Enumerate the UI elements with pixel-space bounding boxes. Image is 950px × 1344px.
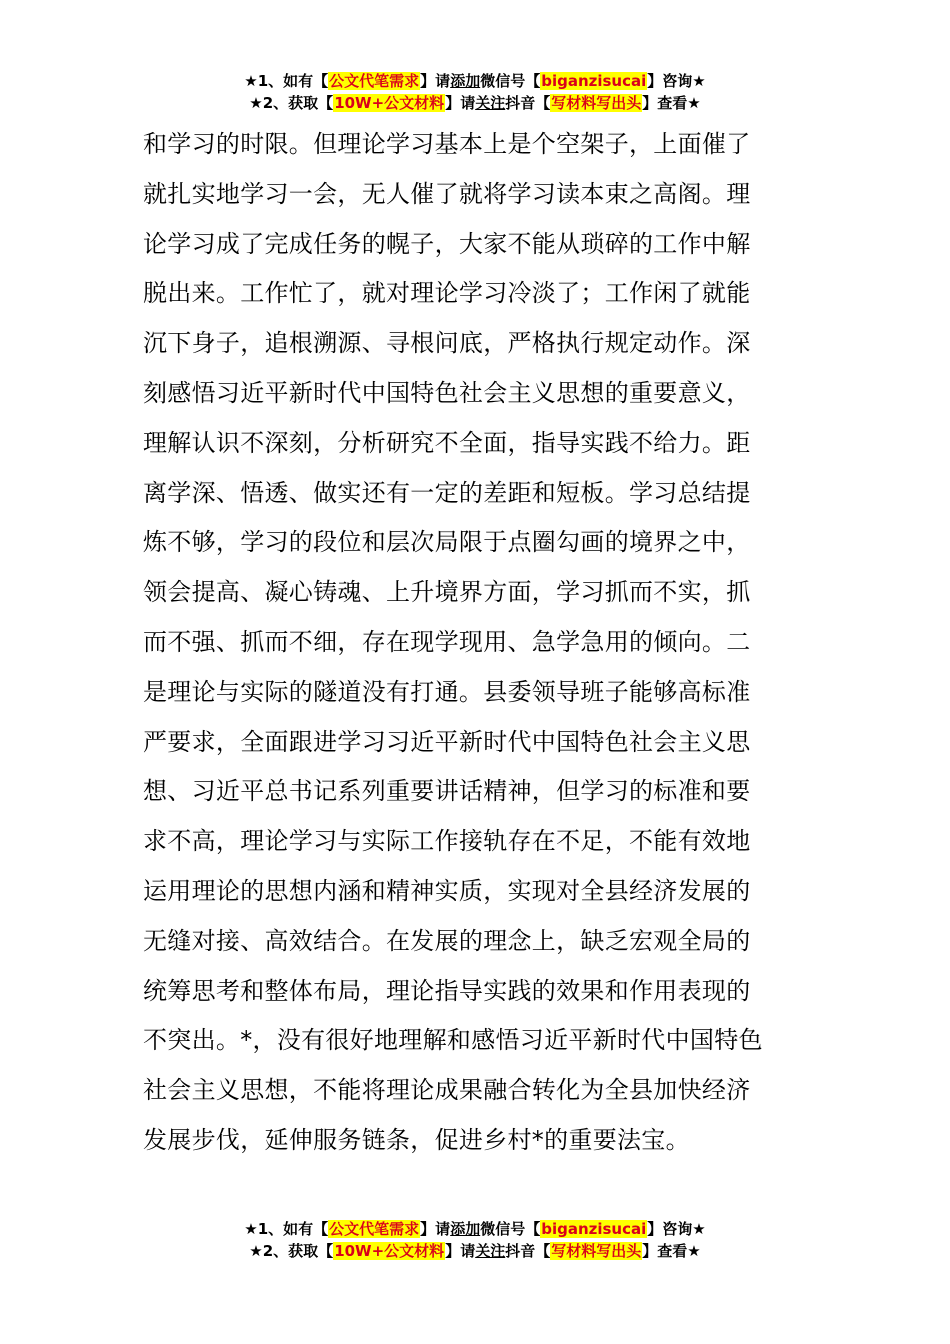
body-line: 不突出。*，没有很好地理解和感悟习近平新时代中国特色 [143,1026,763,1055]
body-line: 就扎实地学习一会，无人催了就将学习读本束之高阁。理 [143,179,751,208]
body-line: 论学习成了完成任务的幌子，大家不能从琐碎的工作中解 [143,229,751,258]
header-line-2-highlight-materials: 10W+公文材料 [334,94,445,112]
header-line-1-underlined: 添加 [450,72,481,90]
body-line: 沉下身子，追根溯源、寻根问底，严格执行规定动作。深 [143,329,751,358]
footer-line-2-mid1: 】请 [445,1242,476,1260]
body-line: 理解认识不深刻，分析研究不全面，指导实践不给力。距 [143,428,751,457]
footer-line-1-mid1: 】请 [420,1220,451,1238]
body-line: 发展步伐，延伸服务链条，促进乡村*的重要法宝。 [143,1125,690,1154]
header-line-1-prefix: ★1、如有【 [244,72,329,90]
header-line-2-prefix: ★2、获取【 [249,94,334,112]
footer-line-2-underlined: 关注 [475,1242,506,1260]
header-line-2-suffix: 】查看★ [642,94,701,112]
body-line: 社会主义思想，不能将理论成果融合转化为全县加快经济 [143,1076,751,1105]
header-line-1-mid1: 】请 [420,72,451,90]
header-line-1-highlight-service: 公文代笔需求 [329,72,420,90]
header-line-2-highlight-douyin: 写材料写出头 [551,94,642,112]
header-line-1 [0,70,950,92]
body-line: 统筹思考和整体布局，理论指导实践的效果和作用表现的 [143,976,751,1005]
footer-line-2-highlight-materials: 10W+公文材料 [334,1242,445,1260]
footer-line-1 [0,1218,950,1240]
footer-banner [0,1218,950,1262]
body-line: 是理论与实际的隧道没有打通。县委领导班子能够高标准 [143,677,751,706]
footer-line-1-underlined: 添加 [450,1220,481,1238]
header-line-2-mid1: 】请 [445,94,476,112]
body-line: 严要求，全面跟进学习习近平新时代中国特色社会主义思 [143,727,751,756]
footer-line-1-suffix: 】咨询★ [647,1220,706,1238]
body-line: 领会提高、凝心铸魂、上升境界方面，学习抓而不实，抓 [143,578,751,607]
footer-line-1-highlight-wechat: biganzisucai [541,1220,647,1238]
footer-line-1-prefix: ★1、如有【 [244,1220,329,1238]
body-line: 炼不够，学习的段位和层次局限于点圈勾画的境界之中， [143,528,751,557]
body-line: 离学深、悟透、做实还有一定的差距和短板。学习总结提 [143,478,751,507]
body-line: 求不高，理论学习与实际工作接轨存在不足，不能有效地 [143,827,751,856]
document-body [143,120,815,1166]
footer-line-1-mid2: 微信号【 [480,1220,541,1238]
body-line: 无缝对接、高效结合。在发展的理念上，缺乏宏观全局的 [143,926,751,955]
body-line: 想、习近平总书记系列重要讲话精神，但学习的标准和要 [143,777,751,806]
footer-line-2-suffix: 】查看★ [642,1242,701,1260]
footer-line-1-highlight-service: 公文代笔需求 [329,1220,420,1238]
footer-line-2-highlight-douyin: 写材料写出头 [551,1242,642,1260]
footer-line-2 [0,1240,950,1262]
body-line: 和学习的时限。但理论学习基本上是个空架子，上面催了 [143,130,751,158]
header-line-1-highlight-wechat: biganzisucai [541,72,647,90]
header-line-1-mid2: 微信号【 [480,72,541,90]
header-line-2-mid2: 抖音【 [505,94,551,112]
header-banner [0,70,950,114]
body-line: 而不强、抓而不细，存在现学现用、急学急用的倾向。二 [143,627,751,656]
header-line-2 [0,92,950,114]
header-line-1-suffix: 】咨询★ [647,72,706,90]
body-line: 脱出来。工作忙了，就对理论学习冷淡了；工作闲了就能 [143,279,751,308]
body-line: 运用理论的思想内涵和精神实质，实现对全县经济发展的 [143,876,751,905]
body-line: 刻感悟习近平新时代中国特色社会主义思想的重要意义， [143,378,751,407]
footer-line-2-mid2: 抖音【 [505,1242,551,1260]
footer-line-2-prefix: ★2、获取【 [249,1242,334,1260]
header-line-2-underlined: 关注 [475,94,506,112]
